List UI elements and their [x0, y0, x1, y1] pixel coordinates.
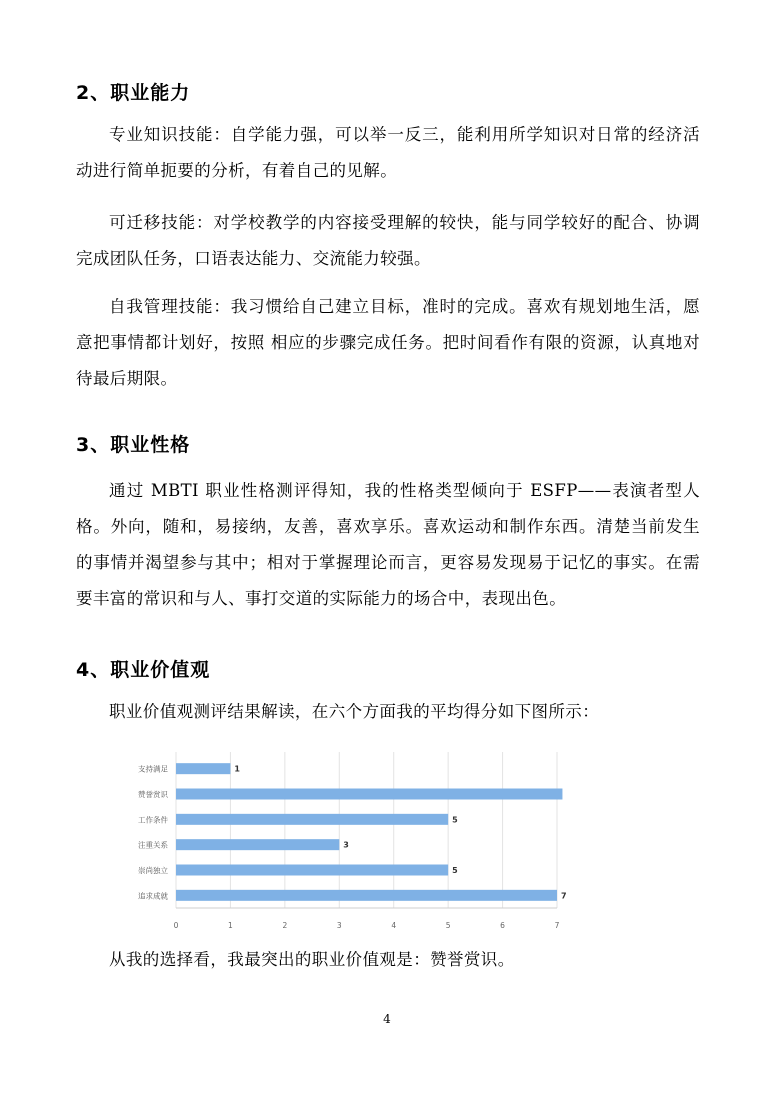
data-label: 3 [343, 840, 349, 850]
data-label: 7 [561, 891, 567, 901]
paragraph-transferable-skills: 可迁移技能：对学校教学的内容接受理解的较快，能与同学较好的配合、协调完成团队任务，口语表达能力、交流能力较强。 [76, 213, 700, 268]
data-label: 1 [234, 764, 241, 774]
bar [176, 814, 448, 825]
x-tick-label: 4 [391, 921, 397, 930]
x-tick-label: 3 [336, 921, 342, 930]
paragraph-self-management-skills: 自我管理技能：我习惯给自己建立目标，准时的完成。喜欢有规划地生活，愿意把事情都计划好，按照 相应的步骤完成任务。把时间看作有限的资源，认真地对待最后期限。 [76, 297, 700, 388]
x-tick-label: 6 [500, 921, 505, 930]
category-label: 追求成就 [138, 891, 168, 901]
x-tick-label: 5 [445, 921, 451, 930]
paragraph-conclusion: 从我的选择看，我最突出的职业价值观是：赞誉赏识。 [109, 950, 515, 969]
bar [176, 839, 339, 850]
x-tick-label: 2 [282, 921, 288, 930]
category-label: 崇尚独立 [138, 866, 168, 875]
category-label: 工作条件 [138, 815, 168, 825]
bar [176, 789, 562, 800]
chart-svg [120, 750, 580, 940]
bar [176, 763, 230, 774]
section-heading-career-personality: 3、职业性格 [76, 434, 191, 456]
section-heading-career-values: 4、职业价值观 [76, 659, 211, 681]
values-bar-chart [120, 750, 580, 940]
data-label: 5 [452, 866, 458, 875]
data-label: 5 [452, 815, 458, 825]
x-tick-label: 1 [228, 921, 233, 930]
page-number: 4 [383, 1012, 391, 1026]
paragraph-professional-skills: 专业知识技能：自学能力强，可以举一反三，能利用所学知识对日常的经济活动进行简单扼要的分析，有着自己的见解。 [76, 125, 700, 180]
paragraph-values-intro: 职业价值观测评结果解读，在六个方面我的平均得分如下图所示： [109, 702, 600, 721]
section-heading-career-ability: 2、职业能力 [76, 82, 191, 104]
bar [176, 890, 557, 901]
x-tick-label: 7 [554, 921, 560, 930]
category-label: 支持满足 [138, 764, 168, 774]
x-tick-label: 0 [173, 921, 179, 930]
category-label: 注重关系 [138, 840, 168, 850]
bar [176, 865, 448, 876]
category-label: 赞誉赏识 [138, 790, 168, 799]
paragraph-mbti-result: 通过 MBTI 职业性格测评得知，我的性格类型倾向于 ESFP——表演者型人格。外向，随和，易接纳，友善，喜欢享乐。喜欢运动和制作东西。清楚当前发生的事情并渴望参与其中；相对于掌握理论而言，更容易发现易于记忆的事实。在需要丰富的常识和与人、事打交道的实际能力的场合中，表现出色。 [76, 481, 700, 608]
